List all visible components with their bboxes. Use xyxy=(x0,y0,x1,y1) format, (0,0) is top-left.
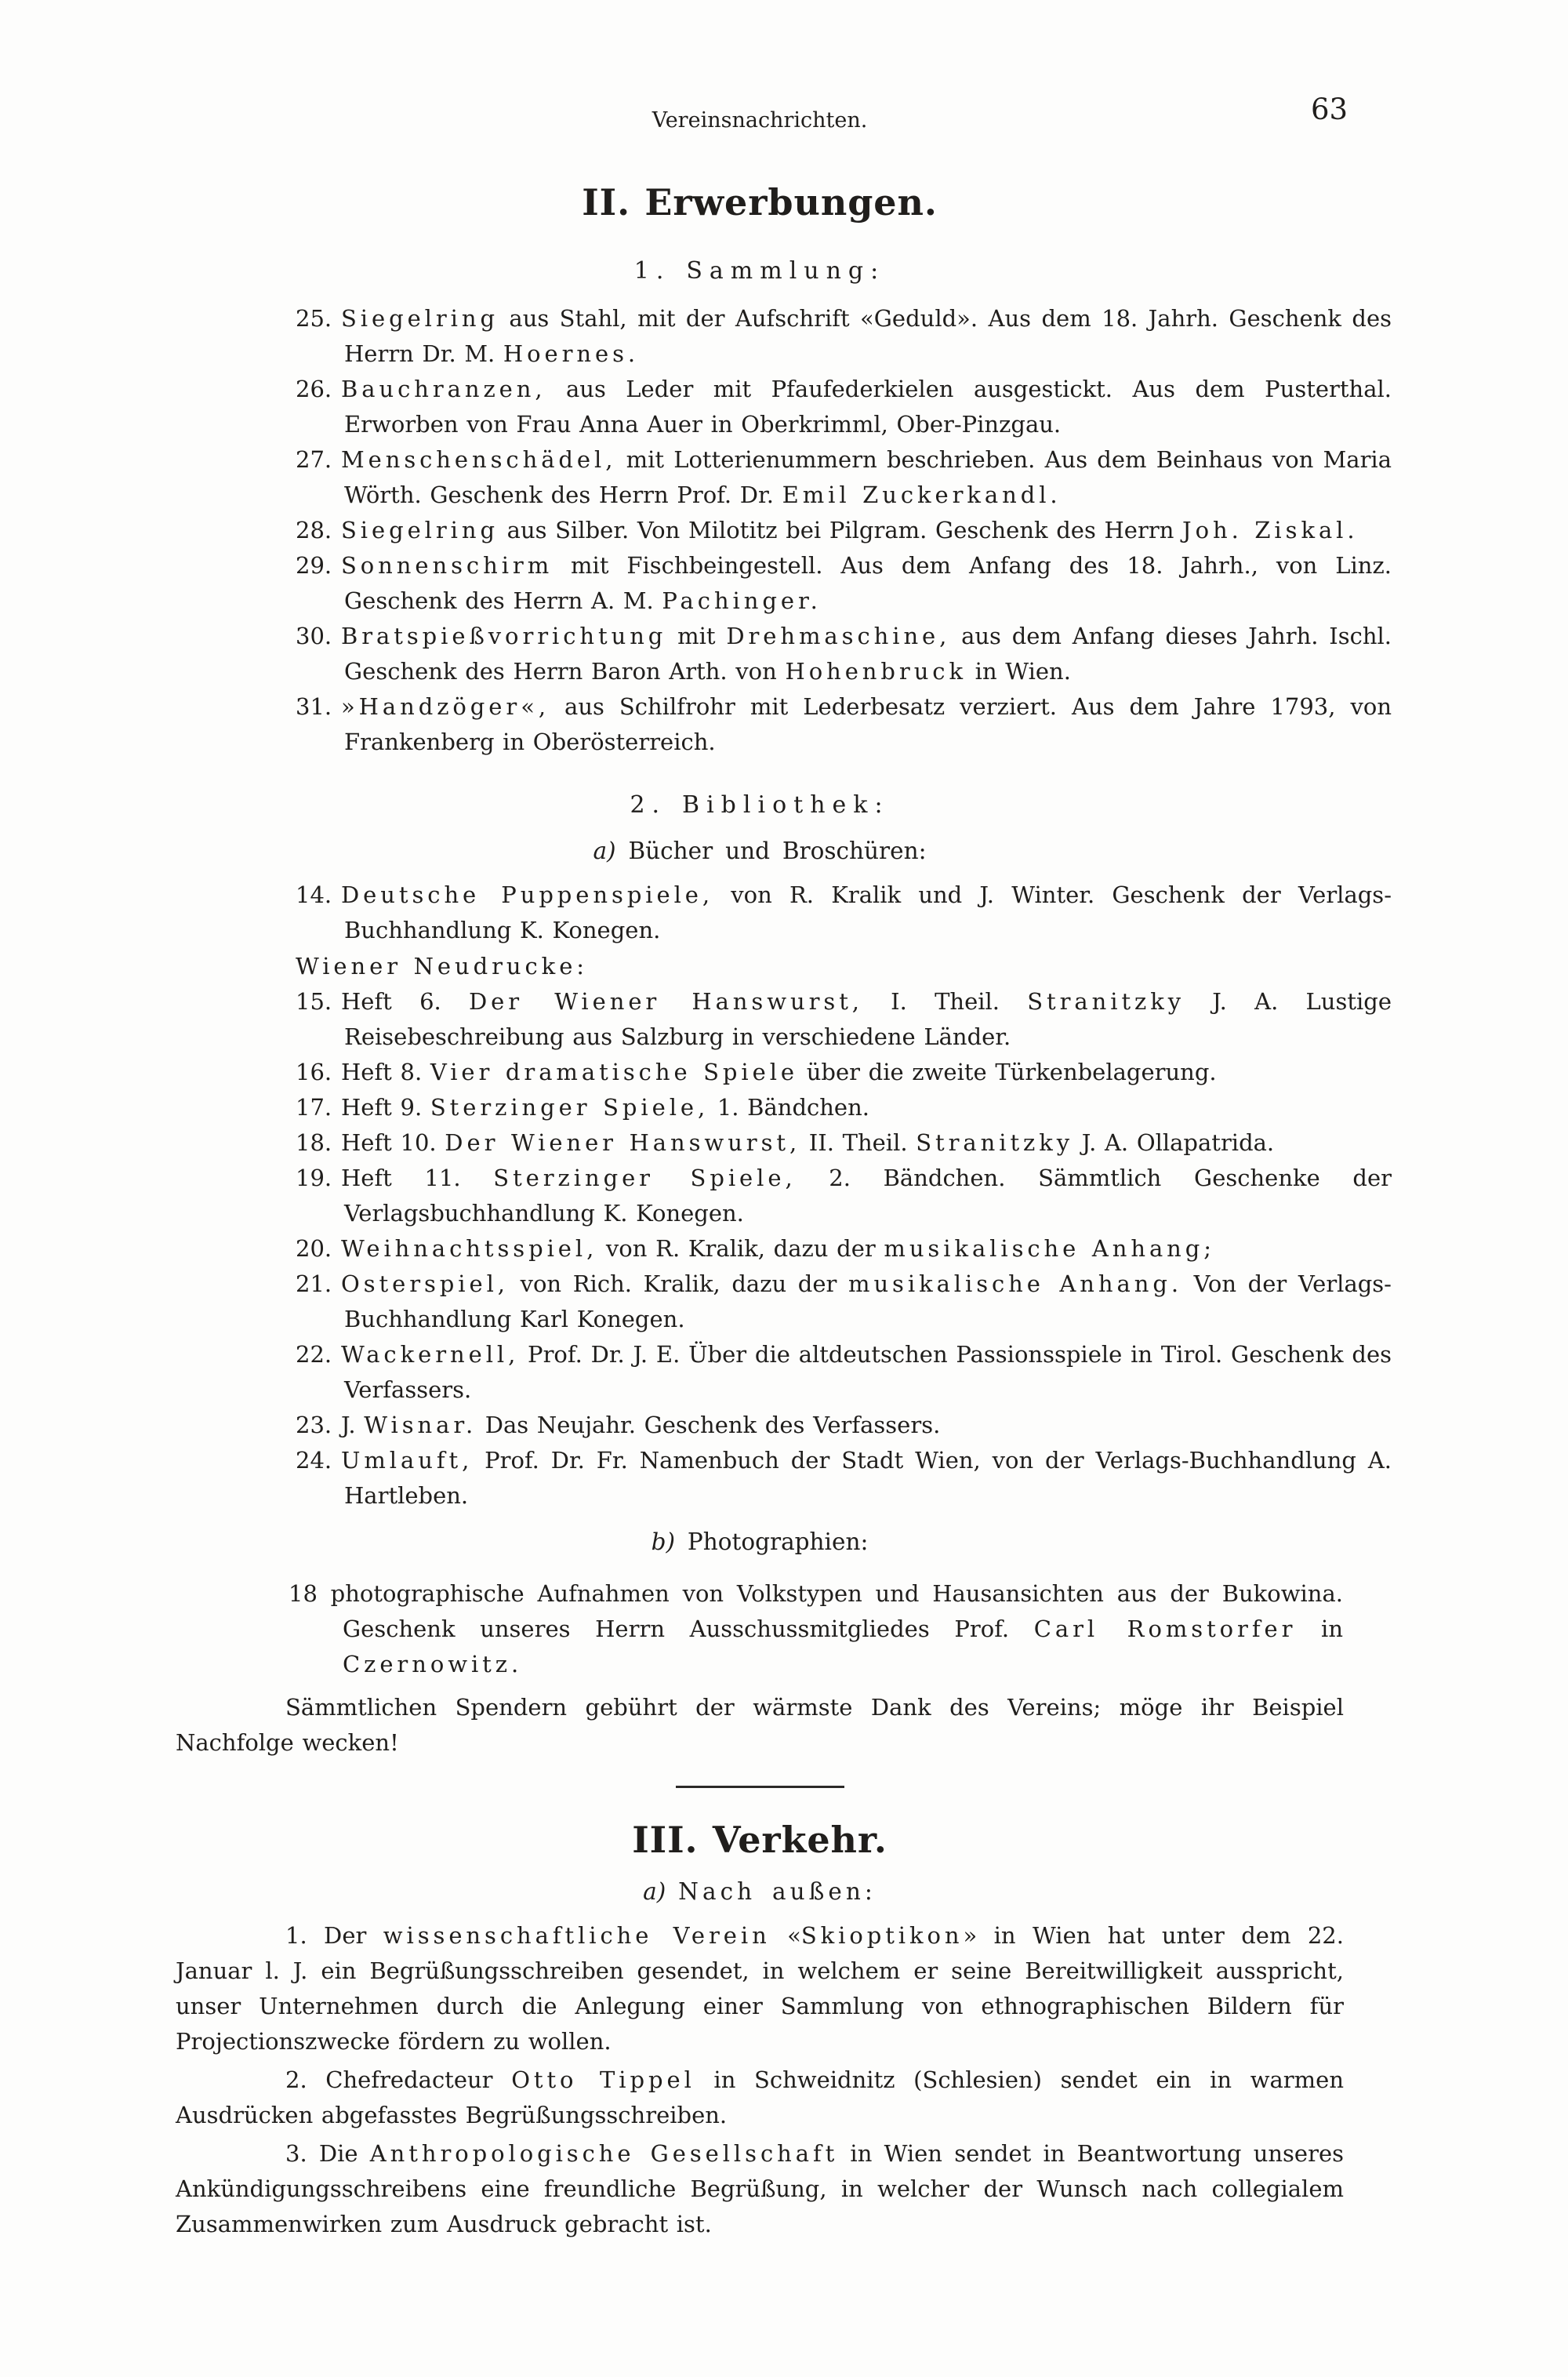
emphasized-text: Joh. Ziskal. xyxy=(1182,517,1359,543)
list-item xyxy=(296,878,1392,948)
item-number: 16. xyxy=(296,1059,332,1085)
list-item xyxy=(296,1267,1392,1337)
emphasized-text: Wisnar. xyxy=(364,1412,477,1438)
text-run: aus dem Anfang dieses Jahrh. Ischl. Geschenk des Herrn Baron Arth. von xyxy=(344,623,1392,685)
item-number: 20. xyxy=(296,1235,332,1262)
item-number: 25. xyxy=(296,305,332,332)
sammlung-list xyxy=(176,301,1392,760)
emphasized-text: Der Wiener Hanswurst, xyxy=(445,1129,801,1156)
list-item xyxy=(296,1090,1392,1125)
item-number: 26. xyxy=(296,376,332,402)
emphasized-text: Stranitzky xyxy=(916,1129,1074,1156)
emphasized-text: Pachinger. xyxy=(662,587,822,614)
emphasized-text: Deutsche Puppenspiele, xyxy=(341,881,714,908)
text-run: Heft 8. xyxy=(341,1059,430,1085)
item-number: 21. xyxy=(296,1270,332,1297)
list-item xyxy=(296,1231,1392,1267)
emphasized-text: Siegelring xyxy=(341,305,499,332)
text-run: in xyxy=(1296,1616,1343,1642)
subheading-nach-aussen xyxy=(176,1876,1344,1907)
subsection-heading-bibliothek: 2. Bibliothek: xyxy=(630,791,890,819)
emphasized-text: »Handzöger«, xyxy=(341,693,550,720)
item-number: 14. xyxy=(296,881,332,908)
emphasized-text: Sterzinger Spiele, xyxy=(493,1165,797,1191)
list-item xyxy=(296,619,1392,689)
list-item xyxy=(296,301,1392,372)
text-run: Heft 10. xyxy=(341,1129,445,1156)
item-number: 22. xyxy=(296,1341,332,1368)
section-title-erwerbungen: II. Erwerbungen. xyxy=(582,181,938,224)
emphasized-text: Wiener Neudrucke: xyxy=(296,953,588,980)
body-paragraph xyxy=(176,1918,1344,2059)
emphasized-text: Osterspiel, xyxy=(341,1270,509,1297)
text-run: aus Leder mit Pfaufederkielen ausgestickt. Aus dem Pusterthal. Erworben von Frau Anna Auer in Oberkrimml, Ober-Pinzgau. xyxy=(344,376,1392,438)
text-run: » in Wien hat unter dem 22. Januar l. J. ein Begrüßungsschreiben gesendet, in welchem er seine Bereitwilligkeit ausspricht, unser Unternehmen durch die Anlegung einer Sammlung von ethnographischen Bildern für Projectionszwecke fördern zu wollen. xyxy=(176,1922,1344,2055)
emphasized-text: Weihnachtsspiel, xyxy=(341,1235,598,1262)
page-number: 63 xyxy=(1311,93,1348,126)
list-item xyxy=(296,372,1392,442)
item-number: 19. xyxy=(296,1165,332,1191)
emphasized-text: Czernowitz. xyxy=(343,1651,523,1677)
subsection-heading-sammlung: 1. Sammlung: xyxy=(633,257,886,285)
page-content xyxy=(176,179,1392,2245)
text-run: mit xyxy=(666,623,727,649)
item-number: 30. xyxy=(296,623,332,649)
text-run xyxy=(666,1878,678,1905)
emphasized-text: Der Wiener Hanswurst, xyxy=(468,988,863,1015)
emphasized-text: Drehmaschine, xyxy=(726,623,951,649)
subheading-buecher-broschueren xyxy=(176,835,1344,867)
body-paragraph xyxy=(176,2136,1344,2242)
item-number: 15. xyxy=(296,988,332,1015)
text-run: Prof. Dr. J. E. Über die altdeutschen Passionsspiele in Tirol. Geschenk des Verfassers. xyxy=(344,1341,1392,1403)
text-run: J. xyxy=(341,1412,365,1438)
section-title-verkehr: III. Verkehr. xyxy=(632,1819,887,1861)
text-run: aus Schilfrohr mit Lederbesatz verziert. Aus dem Jahre 1793, von Frankenberg in Oberösterreich. xyxy=(344,693,1392,755)
body-paragraph xyxy=(176,2063,1344,2133)
emphasized-text: b) xyxy=(651,1528,675,1555)
item-number: 28. xyxy=(296,517,332,543)
text-run: II. Theil. xyxy=(800,1129,916,1156)
emphasized-text: Sterzinger Spiele, xyxy=(430,1094,710,1121)
text-run: Heft 6. xyxy=(341,988,469,1015)
list-item xyxy=(296,1408,1392,1443)
neudrucke-list xyxy=(176,984,1392,1514)
text-run: 2. Bändchen. Sämmtlich Geschenke der Verlagsbuchhandlung K. Konegen. xyxy=(344,1165,1392,1227)
text-run: 1. Der xyxy=(285,1922,383,1949)
text-run: mit Lotterienummern beschrieben. Aus dem Beinhaus von Maria Wörth. Geschenk des Herrn Prof. Dr. xyxy=(344,446,1392,508)
emphasized-text: a) xyxy=(643,1878,666,1905)
verkehr-paragraphs xyxy=(176,1918,1344,2242)
closing-paragraph xyxy=(176,1690,1344,1761)
text-run: Heft 11. xyxy=(341,1165,494,1191)
wiener-neudrucke-label xyxy=(296,949,1344,984)
emphasized-text: musikalische Anhang; xyxy=(884,1235,1215,1262)
text-run: Bücher und Broschüren: xyxy=(615,838,927,864)
list-item xyxy=(296,1161,1392,1231)
list-item xyxy=(296,548,1392,619)
text-run: in Wien sendet in Beantwortung unseres Ankündigungsschreibens eine freundliche Begrüßung, in welcher der Wunsch nach collegialem Zusammenwirken zum Ausdruck gebracht ist. xyxy=(176,2140,1344,2237)
text-run: über die zweite Türkenbelagerung. xyxy=(798,1059,1217,1085)
text-run: Prof. Dr. Fr. Namenbuch der Stadt Wien, von der Verlags-Buchhandlung A. Hartleben. xyxy=(344,1447,1392,1509)
list-item xyxy=(296,442,1392,513)
item-number: 18. xyxy=(296,1129,332,1156)
list-item xyxy=(296,1125,1392,1161)
buecher-list xyxy=(176,878,1392,948)
text-run: 1. Bändchen. xyxy=(709,1094,869,1121)
emphasized-text: Stranitzky xyxy=(1027,988,1185,1015)
text-run: Das Neujahr. Geschenk des Verfassers. xyxy=(477,1412,941,1438)
item-number: 17. xyxy=(296,1094,332,1121)
text-run: Von der Verlags-Buchhandlung Karl Konegen. xyxy=(344,1270,1392,1332)
emphasized-text: Bauchranzen, xyxy=(341,376,546,402)
text-run: aus Silber. Von Milotitz bei Pilgram. Geschenk des Herrn xyxy=(498,517,1183,543)
emphasized-text: Umlauft, xyxy=(341,1447,474,1474)
list-item xyxy=(296,689,1392,760)
text-run: 3. Die xyxy=(285,2140,370,2167)
emphasized-text: Wackernell, xyxy=(341,1341,520,1368)
emphasized-text: Hohenbruck xyxy=(785,658,967,685)
text-run: J. A. Lustige Reisebeschreibung aus Salzburg in verschiedene Länder. xyxy=(344,988,1392,1050)
list-item xyxy=(296,1443,1392,1514)
emphasized-text: Nach außen: xyxy=(678,1878,877,1905)
text-run: in Schweidnitz (Schlesien) sendet ein in warmen Ausdrücken abgefasstes Begrüßungsschreiben. xyxy=(176,2066,1345,2128)
section-divider-rule xyxy=(676,1786,844,1788)
emphasized-text: Siegelring xyxy=(341,517,499,543)
item-number: 27. xyxy=(296,446,332,473)
text-run: in Wien. xyxy=(967,658,1071,685)
text-run: « xyxy=(770,1922,801,1949)
item-number: 24. xyxy=(296,1447,332,1474)
text-run: von R. Kralik, dazu der xyxy=(597,1235,884,1262)
emphasized-text: Anthropologische Gesellschaft xyxy=(369,2140,839,2167)
list-item xyxy=(296,1055,1392,1090)
list-item xyxy=(296,984,1392,1055)
text-run: Heft 9. xyxy=(341,1094,430,1121)
emphasized-text: Skioptikon xyxy=(800,1922,964,1949)
emphasized-text: Carl Romstorfer xyxy=(1033,1616,1297,1642)
emphasized-text: Otto Tippel xyxy=(511,2066,695,2093)
text-run: mit Fischbeingestell. Aus dem Anfang des 18. Jahrh., von Linz. Geschenk des Herrn A. M. xyxy=(344,552,1392,614)
emphasized-text: Bratspießvorrichtung xyxy=(341,623,667,649)
emphasized-text: Hoernes. xyxy=(503,340,640,367)
emphasized-text: musikalische Anhang. xyxy=(848,1270,1182,1297)
item-number: 23. xyxy=(296,1412,332,1438)
text-run: Sämmtlichen Spendern gebührt der wärmste Dank des Vereins; möge ihr Beispiel Nachfolge wecken! xyxy=(176,1694,1344,1756)
running-title: Vereinsnachrichten. xyxy=(652,108,868,133)
text-run: 2. Chefredacteur xyxy=(285,2066,512,2093)
list-item xyxy=(296,1337,1392,1408)
text-run: 18 photographische Aufnahmen von Volkstypen und Hausansichten aus der Bukowina. Geschenk unseres Herrn Ausschussmitgliedes Prof. xyxy=(289,1580,1343,1642)
text-run: aus Stahl, mit der Aufschrift «Geduld». Aus dem 18. Jahrh. Geschenk des Herrn Dr. M. xyxy=(344,305,1392,367)
text-run: I. Theil. xyxy=(862,988,1028,1015)
emphasized-text: Sonnenschirm xyxy=(341,552,554,579)
emphasized-text: wissenschaftliche Verein xyxy=(383,1922,771,1949)
emphasized-text: Emil Zuckerkandl. xyxy=(782,482,1062,508)
emphasized-text: a) xyxy=(593,838,616,864)
text-run: J. A. Ollapatrida. xyxy=(1073,1129,1275,1156)
photographien-paragraph xyxy=(289,1576,1343,1682)
emphasized-text: Vier dramatische Spiele xyxy=(430,1059,799,1085)
item-number: 31. xyxy=(296,693,332,720)
text-run: von Rich. Kralik, dazu der xyxy=(508,1270,849,1297)
text-run: von R. Kralik und J. Winter. Geschenk der Verlags-Buchhandlung K. Konegen. xyxy=(344,881,1392,943)
item-number: 29. xyxy=(296,552,332,579)
text-run: Photographien: xyxy=(675,1528,869,1555)
subheading-photographien xyxy=(176,1526,1344,1557)
list-item xyxy=(296,513,1392,548)
emphasized-text: Menschenschädel, xyxy=(341,446,617,473)
